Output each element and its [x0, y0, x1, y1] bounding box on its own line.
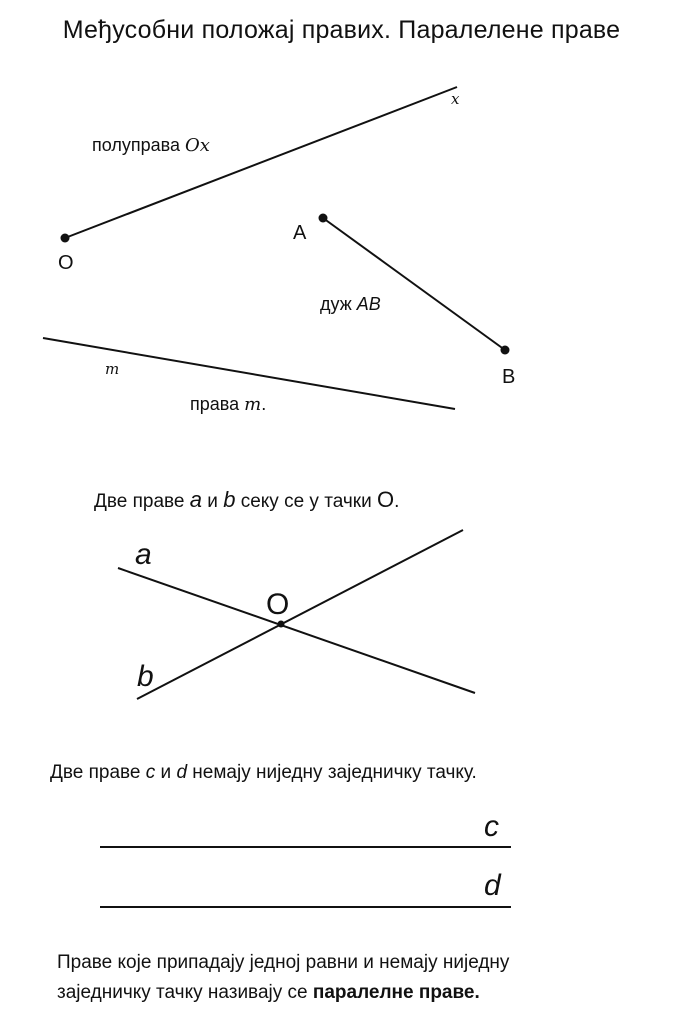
ray-end-label: x: [451, 90, 460, 108]
point-a-label: A: [293, 222, 307, 244]
parallel-caption: Две праве c и d немају ниједну заједничку тачку.: [50, 762, 477, 783]
point-b-label: B: [502, 366, 516, 388]
line-m-label: m: [105, 360, 120, 378]
conclusion-line-1: Праве које припадају једној равни и немају ниједну: [57, 952, 510, 973]
line-label: права m.: [190, 394, 267, 415]
segment-ab: [323, 218, 505, 350]
ray-label: полуправа Ox: [92, 135, 210, 156]
line-a-label: a: [135, 538, 152, 571]
parallel-lines-term: паралелне праве.: [312, 982, 480, 1003]
segment-label: дуж AB: [320, 294, 381, 314]
conclusion-text: [57, 948, 657, 1008]
point-o-intersect-label: O: [266, 588, 290, 621]
line-b-label: b: [137, 660, 154, 693]
page-title: Међусобни положај правих. Паралелене праве: [62, 16, 621, 44]
intersect-caption: Две праве a и b секу се у тачки O.: [94, 487, 400, 512]
point-o-label: O: [58, 252, 74, 274]
point-b: [501, 346, 510, 355]
line-b: [137, 530, 463, 699]
ray-ox: [65, 87, 460, 238]
line-d-label: d: [484, 869, 501, 902]
line-c-label: c: [484, 810, 499, 843]
conclusion-line-2: заједничку тачку називају се паралелне праве.: [57, 982, 480, 1003]
line-a: [118, 568, 475, 693]
point-a: [319, 214, 328, 223]
point-o: [61, 234, 70, 243]
